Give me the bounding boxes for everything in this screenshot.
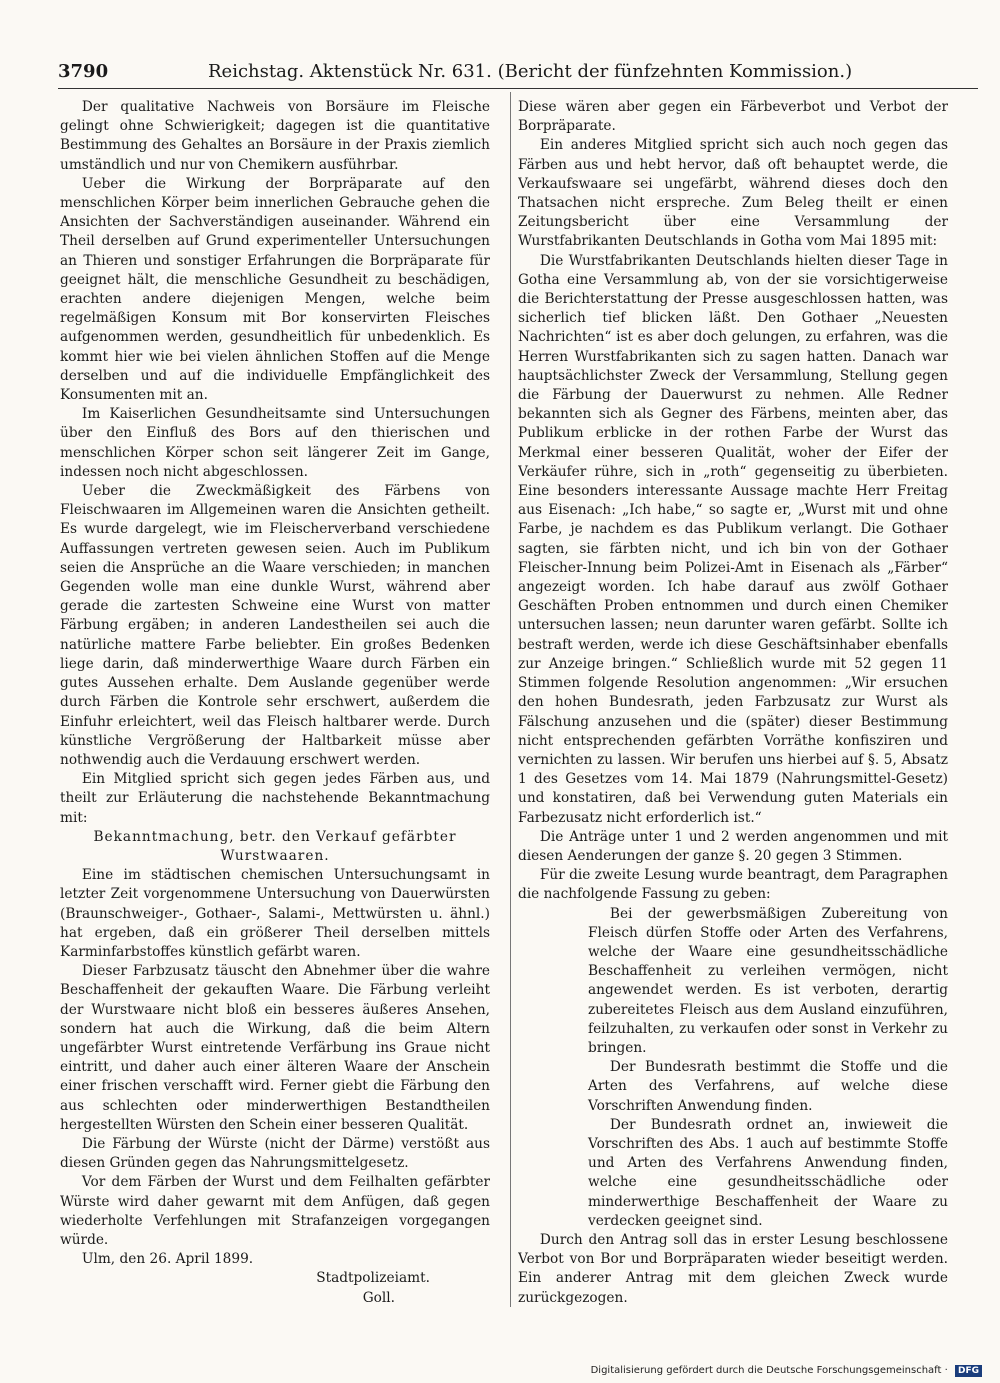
notice-paragraph: Eine im städtischen chemischen Untersuchungsamt in letzter Zeit vorgenommene Untersuchung von Dauerwürsten (Braunschweiger-, Gothaer-, Salami-, Mettwürsten u. ähnl.) hat ergeben, daß ein größerer Theil derselben mittels Karminfarbstoffes künstlich gefärbt waren. — [60, 867, 490, 960]
header-rule — [58, 88, 978, 89]
page-number: 3790 — [58, 61, 109, 82]
paragraph: Diese wären aber gegen ein Färbeverbot und Verbot der Borpräparate. — [518, 99, 948, 135]
paragraph: Die Anträge unter 1 und 2 werden angenommen und mit diesen Aenderungen der ganze §. 20 gegen 3 Stimmen. — [518, 828, 948, 864]
notice-paragraph: Die Färbung der Würste (nicht der Därme) verstößt aus diesen Gründen gegen das Nahrungsmittelgesetz. — [60, 1135, 490, 1172]
signatory: Goll. — [362, 1289, 395, 1306]
paragraph — [60, 1308, 490, 1310]
paragraph: Der qualitative Nachweis von Borsäure im Fleische gelingt ohne Schwierigkeit; dagegen ist die quantitative Bestimmung des Gehaltes an Borsäure in der Praxis ziemlich umständlich und nur von Chemikern ausführbar. — [60, 99, 490, 173]
proposed-text: Bei der gewerbsmäßigen Zubereitung von Fleisch dürfen Stoffe oder Arten des Verfahrens, welche der Waare eine gesundheitsschädliche Beschaffenheit zu verleihen vermögen, nicht angewendet werden. Es ist verboten, derartig zubereitetes Fleisch aus dem Ausland einzuführen, feilzuhalten, zu verkaufen oder sonst in Verkehr zu bringen. — [588, 905, 948, 1056]
right-column — [518, 98, 948, 1310]
dfg-logo-icon: DFG — [955, 1365, 982, 1377]
paragraph: Ein anderes Mitglied spricht sich auch noch gegen das Färben aus und hebt hervor, daß oft behauptet werde, die Verkaufswaare sei ungefärbt, während dieses doch den Thatsachen nicht erspreche. Zum Beleg theilt er einen Zeitungsbericht über eine Versammlung der Wurstfabrikanten Deutschlands in Gotha vom Mai 1895 mit: — [518, 137, 948, 250]
running-header — [58, 60, 978, 84]
proposed-text: Der Bundesrath ordnet an, inwieweit die Vorschriften des Abs. 1 auch auf bestimmte Stoffe und Arten des Verfahrens Anwendung finden, welche eine gesundheitsschädliche oder minderwerthige Beschaffenheit der Waare zu verdecken geeignet sind. — [588, 1116, 948, 1229]
paragraph: Durch den Antrag soll das in erster Lesung beschlossene Verbot von Bor und Borpräparaten wieder beseitigt werden. Ein anderer Antrag mit dem gleichen Zweck wurde zurückgezogen. — [518, 1231, 948, 1306]
issuing-office: Stadtpolizeiamt. — [316, 1270, 430, 1287]
paragraph — [518, 1308, 948, 1310]
dateline: Ulm, den 26. April 1899. — [81, 1251, 254, 1268]
digitization-credit — [591, 1365, 982, 1377]
column-divider — [510, 92, 511, 1307]
notice-title: Bekanntmachung, betr. den Verkauf gefärbter Wurstwaaren. — [93, 828, 457, 864]
proposed-text: Der Bundesrath bestimmt die Stoffe und die Arten des Verfahrens, auf welche diese Vorschriften Anwendung finden. — [588, 1059, 948, 1114]
paragraph: Ueber die Wirkung der Borpräparate auf den menschlichen Körper beim innerlichen Gebrauche gehen die Ansichten der Sachverständigen auseinander. Während ein Theil derselben auf Grund experimenteller Untersuchungen an Thieren und sonstiger Erfahrungen die Borpräparate für geeignet hält, die menschliche Gesundheit zu beschädigen, erachten andere diejenigen Mengen, welche beim regelmäßigen Konsum mit Bor konservirten Fleisches aufgenommen werden, gesundheitlich für unbedenklich. Es kommt hier wie bei vielen ähnlichen Stoffen auf die Menge derselben und auf die individuelle Empfänglichkeit des Konsumenten mit an. — [60, 175, 490, 404]
quoted-report: Die Wurstfabrikanten Deutschlands hielten dieser Tage in Gotha eine Versammlung ab, von der sie vorsichtigerweise die Berichterstattung der Presse ausgeschlossen hatten, was sicherlich tief blicken läßt. Den Gothaer „Neuesten Nachrichten“ ist es aber doch gelungen, zu erfahren, was die Herren Wurstfabrikanten sich zu sagen hatten. Danach war hauptsächlichster Zweck der Versammlung, Stellung gegen die Färbung der Dauerwurst zu nehmen. Alle Redner bekannten sich als Gegner des Färbens, meinten aber, das Publikum erblicke in der rothen Farbe der Wurst das Merkmal einer besseren Qualität, woher der Eifer der Verkäufer rühre, sich in „roth“ gegenseitig zu überbieten. Eine besonders interessante Aussage machte Herr Freitag aus Eisenach: „Ich habe,“ so sagte er, „Wurst mit und ohne Farbe, je nachdem es das Publikum verlangt. Die Gothaer sagten, sie färbten nicht, und ich bin von der Gothaer Fleischer-Innung beim Polizei-Amt in Eisenach als „Färber“ angezeigt worden. Ich habe darauf aus zwölf Gothaer Geschäften Proben entnommen und durch einen Chemiker untersuchen lassen; neun darunter waren gefärbt. Sollte ich bestraft werden, werde ich diese Geschäftsinhaber ebenfalls zur Anzeige bringen.“ Schließlich wurde mit 52 gegen 11 Stimmen folgende Resolution angenommen: „Wir ersuchen den hohen Bundesrath, jeden Farbzusatz zur Wurst als Fälschung anzusehen und die (später) dieser Bestimmung nicht entsprechenden gefärbten Vorräthe konfisziren und vernichten zu lassen. Wir berufen uns hierbei auf §. 5, Absatz 1 des Gesetzes vom 14. Mai 1879 (Nahrungsmittel-Gesetz) und konstatiren, daß bei Verwendung guten Materials ein Farbezusatz nicht erforderlich ist.“ — [518, 252, 948, 826]
paragraph: Für die zweite Lesung wurde beantragt, dem Paragraphen die nachfolgende Fassung zu geben: — [518, 867, 948, 903]
notice-paragraph: Vor dem Färben der Wurst und dem Feilhalten gefärbter Würste wird daher gewarnt mit dem Anfügen, daß gegen wiederholte Verfehlungen mit Strafanzeigen vorgegangen würde. — [60, 1174, 490, 1248]
header-title: Reichstag. Aktenstück Nr. 631. (Bericht der fünfzehnten Kommission.) — [208, 61, 853, 82]
paragraph: Ein Mitglied spricht sich gegen jedes Färben aus, und theilt zur Erläuterung die nachstehende Bekanntmachung mit: — [60, 771, 490, 826]
credit-text: Digitalisierung gefördert durch die Deutsche Forschungsgemeinschaft · — [590, 1365, 948, 1376]
paragraph: Ueber die Zweckmäßigkeit des Färbens von Fleischwaaren im Allgemeinen waren die Ansichten getheilt. Es wurde dargelegt, wie im Fleischerverband verschiedene Auffassungen vertreten gewesen seien. Auch im Publikum seien die Ansprüche an die Waare verschieden; in manchen Gegenden wolle man eine dunkle Wurst, während aber gerade die zartesten Schweine eine Wurst von matter Färbung ergäben; in anderen Landestheilen sei auch die natürliche mattere Farbe beliebter. Ein großes Bedenken liege darin, daß minderwerthige Waare durch Färben ein gutes Aussehen erhalte. Dem Auslande gegenüber werde durch Färben die Kontrole sehr erschwert, außerdem die Einfuhr erleichtert, weil das Fleisch haltbarer werde. Durch künstliche Vergrößerung der Haltbarkeit müsse aber nothwendig auch die Verdauung erschwert werden. — [60, 483, 490, 768]
left-column — [60, 98, 490, 1310]
paragraph: Im Kaiserlichen Gesundheitsamte sind Untersuchungen über den Einfluß des Bors auf den thierischen und menschlichen Körper schon seit längerer Zeit im Gange, indessen noch nicht abgeschlossen. — [60, 406, 490, 480]
notice-paragraph: Dieser Farbzusatz täuscht den Abnehmer über die wahre Beschaffenheit der gekauften Waare. Die Färbung verleiht der Wurstwaare nicht bloß ein besseres äußeres Ansehen, sondern hat auch die Wirkung, daß die beim Altern ungefärbter Wurst eintretende Verfärbung ins Graue nicht eintritt, und daher auch einer älteren Waare der Anschein einer frischen verschafft wird. Ferner giebt die Färbung den aus schlechten oder minderwerthigen Bestandtheilen hergestellten Würsten den Schein einer besseren Qualität. — [60, 963, 490, 1133]
